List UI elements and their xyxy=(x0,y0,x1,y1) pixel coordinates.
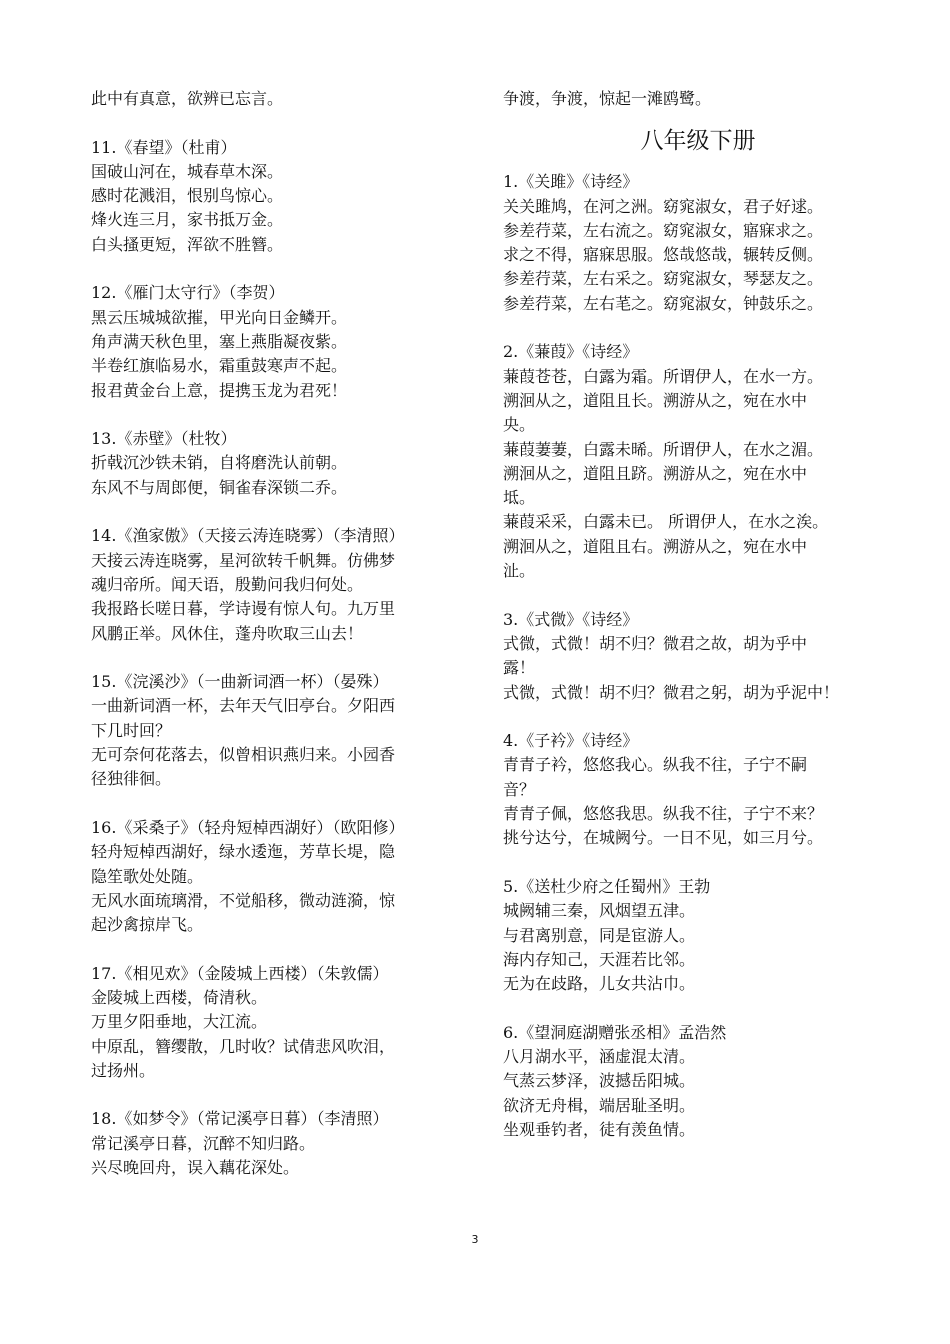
poem-title: 6.《望洞庭湖赠张丞相》孟浩然 xyxy=(503,1022,727,1042)
page-number: 3 xyxy=(471,1233,479,1246)
text-line: 无为在歧路，儿女共沾巾。 xyxy=(503,974,696,994)
blank-line xyxy=(91,937,471,961)
poem-title: 12.《雁门太守行》（李贺） xyxy=(91,283,285,303)
text-line: 轻舟短棹西湖好，绿水逶迤，芳草长堤，隐 xyxy=(91,842,396,862)
text-line: 我报路长嗟日暮，学诗谩有惊人句。九万里 xyxy=(91,599,396,619)
text-line: 无可奈何花落去，似曾相识燕归来。小园香 xyxy=(91,745,396,765)
text-line: 半卷红旗临易水，霜重鼓寒声不起。 xyxy=(91,356,348,376)
text-line: 青青子佩，悠悠我思。纵我不往，子宁不来？ xyxy=(503,804,824,824)
text-line: 溯洄从之，道阻且长。溯游从之，宛在水中 xyxy=(503,390,808,410)
text-line: 式微，式微！胡不归？微君之躬，胡为乎泥中！ xyxy=(503,682,840,702)
right-column xyxy=(503,87,893,1142)
text-line: 挑兮达兮，在城阙兮。一日不见，如三月兮。 xyxy=(503,828,824,848)
text-line: 坐观垂钓者，徒有羡鱼情。 xyxy=(503,1119,696,1139)
text-line: 关关雎鸠，在河之洲。窈窕淑女，君子好逑。 xyxy=(503,196,824,216)
text-line: 争渡，争渡，惊起一滩鸥鹭。 xyxy=(503,89,712,108)
text-line: 蒹葭苍苍，白露为霜。所谓伊人，在水一方。 xyxy=(503,366,824,386)
text-line: 青青子衿，悠悠我心。纵我不往，子宁不嗣 xyxy=(503,755,808,775)
poem-title: 2.《蒹葭》《诗经》 xyxy=(503,342,639,362)
text-line: 魂归帝所。闻天语，殷勤问我归何处。 xyxy=(91,574,364,594)
text-line: 式微，式微！胡不归？微君之故，胡为乎中 xyxy=(503,633,808,653)
text-line: 兴尽晚回舟，误入藕花深处。 xyxy=(91,1158,300,1178)
poem-title: 15.《浣溪沙》（一曲新词酒一杯）（晏殊） xyxy=(91,672,389,692)
text-line: 烽火连三月，家书抵万金。 xyxy=(91,210,284,230)
blank-line xyxy=(91,792,471,816)
text-line: 此中有真意，欲辨已忘言。 xyxy=(91,89,284,108)
text-line: 八月湖水平，涵虚混太清。 xyxy=(503,1046,696,1066)
text-line: 参差荇菜，左右流之。窈窕淑女，寤寐求之。 xyxy=(503,220,824,240)
text-line: 城阙辅三秦，风烟望五津。 xyxy=(503,901,696,921)
section-heading: 八年级下册 xyxy=(640,128,756,155)
blank-line xyxy=(91,1083,471,1107)
text-line: 参差荇菜，左右采之。窈窕淑女，琴瑟友之。 xyxy=(503,269,824,289)
poem-title: 4.《子衿》《诗经》 xyxy=(503,731,639,751)
blank-line xyxy=(91,257,471,281)
text-line: 沚。 xyxy=(503,561,536,581)
text-line: 坻。 xyxy=(503,488,536,508)
text-line: 欲济无舟楫，端居耻圣明。 xyxy=(503,1095,696,1115)
text-line: 报君黄金台上意，提携玉龙为君死！ xyxy=(91,380,348,400)
text-line: 径独徘徊。 xyxy=(91,769,172,789)
poem-title: 14.《渔家傲》（天接云涛连晓雾）（李清照） xyxy=(91,526,405,546)
text-line: 中原乱，簪缨散，几时收？试倩悲风吹泪， xyxy=(91,1036,396,1056)
blank-line xyxy=(91,111,471,135)
blank-line xyxy=(503,705,893,729)
text-line: 溯洄从之，道阻且跻。溯游从之，宛在水中 xyxy=(503,463,808,483)
text-line: 折戟沉沙铁未销，自将磨洗认前朝。 xyxy=(91,453,348,473)
text-line: 常记溪亭日暮，沉醉不知归路。 xyxy=(91,1133,316,1153)
blank-line xyxy=(503,996,893,1020)
text-line: 过扬州。 xyxy=(91,1060,156,1080)
text-line: 角声满天秋色里，塞上燕脂凝夜紫。 xyxy=(91,331,348,351)
poem-title: 18.《如梦令》（常记溪亭日暮）（李清照） xyxy=(91,1109,389,1129)
text-line: 蒹葭萋萋，白露未晞。所谓伊人，在水之湄。 xyxy=(503,439,824,459)
blank-line xyxy=(91,646,471,670)
text-line: 感时花溅泪，恨别鸟惊心。 xyxy=(91,186,284,206)
text-line: 天接云涛连晓雾，星河欲转千帆舞。仿佛梦 xyxy=(91,550,396,570)
blank-line xyxy=(91,500,471,524)
text-line: 蒹葭采采，白露未已。 所谓伊人，在水之涘。 xyxy=(503,512,829,532)
text-line: 下几时回？ xyxy=(91,720,172,740)
text-line: 万里夕阳垂地，大江流。 xyxy=(91,1012,268,1032)
text-line: 求之不得，寤寐思服。悠哉悠哉，辗转反侧。 xyxy=(503,245,824,265)
text-line: 白头搔更短，浑欲不胜簪。 xyxy=(91,234,284,254)
blank-line xyxy=(503,583,893,607)
poem-title: 17.《相见欢》（金陵城上西楼）（朱敦儒） xyxy=(91,963,389,983)
blank-line xyxy=(91,403,471,427)
text-line: 露！ xyxy=(503,658,536,678)
left-column xyxy=(91,87,471,1180)
text-line: 黑云压城城欲摧，甲光向日金鳞开。 xyxy=(91,307,348,327)
text-line: 隐笙歌处处随。 xyxy=(91,866,204,886)
poem-title: 5.《送杜少府之任蜀州》王勃 xyxy=(503,876,711,896)
text-line: 参差荇菜，左右芼之。窈窕淑女，钟鼓乐之。 xyxy=(503,293,824,313)
poem-title: 3.《式微》《诗经》 xyxy=(503,609,639,629)
text-line: 音？ xyxy=(503,779,536,799)
right-top-lines xyxy=(503,87,893,111)
text-line: 气蒸云梦泽，波撼岳阳城。 xyxy=(503,1071,696,1091)
text-line: 一曲新词酒一杯，去年天气旧亭台。夕阳西 xyxy=(91,696,396,716)
blank-line xyxy=(503,851,893,875)
text-line: 风鹏正举。风休住，蓬舟吹取三山去！ xyxy=(91,623,364,643)
text-line: 与君离别意，同是宦游人。 xyxy=(503,925,696,945)
text-line: 国破山河在，城春草木深。 xyxy=(91,161,284,181)
right-body-lines xyxy=(503,170,893,1142)
text-line: 海内存知己，天涯若比邻。 xyxy=(503,949,696,969)
text-line: 溯洄从之，道阻且右。溯游从之，宛在水中 xyxy=(503,536,808,556)
poem-title: 16.《采桑子》（轻舟短棹西湖好）（欧阳修） xyxy=(91,817,405,837)
text-line: 东风不与周郎便，铜雀春深锁二乔。 xyxy=(91,477,348,497)
blank-line xyxy=(503,316,893,340)
text-line: 无风水面琉璃滑，不觉船移，微动涟漪，惊 xyxy=(91,890,396,910)
text-line: 金陵城上西楼，倚清秋。 xyxy=(91,987,268,1007)
text-line: 起沙禽掠岸飞。 xyxy=(91,915,204,935)
text-line: 央。 xyxy=(503,415,536,435)
poem-title: 11.《春望》（杜甫） xyxy=(91,137,237,157)
poem-title: 13.《赤壁》（杜牧） xyxy=(91,429,237,449)
poem-title: 1.《关雎》《诗经》 xyxy=(503,172,639,192)
